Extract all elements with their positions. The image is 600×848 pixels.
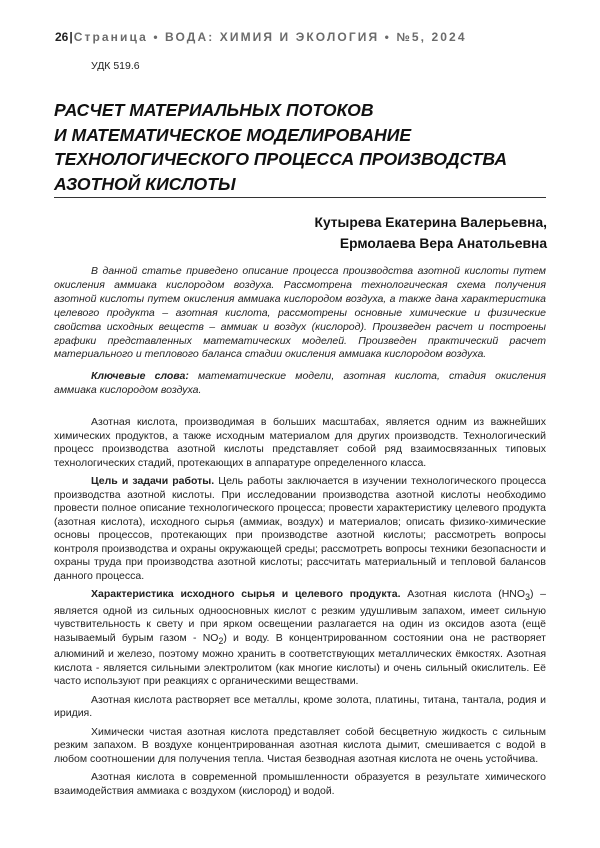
- article-body: [54, 416, 546, 803]
- body-paragraph: Азотная кислота в современной промышленности образуется в результате химического взаимодействия аммиака с воздухом (кислород) и водой.: [54, 771, 546, 797]
- author-name: Кутырева Екатерина Валерьевна,: [314, 215, 547, 230]
- keywords-label: Ключевые слова:: [91, 370, 189, 382]
- body-paragraph: [54, 475, 546, 583]
- body-paragraph: Азотная кислота растворяет все металлы, кроме золота, платины, титана, тантала, родия и иридия.: [54, 693, 546, 720]
- subscript: 3: [525, 592, 530, 603]
- page-number: 26: [55, 30, 69, 44]
- running-head-separator: |: [69, 30, 73, 44]
- subscript: 2: [218, 635, 224, 646]
- section-heading-characteristics: Характеристика исходного сырья и целевого продукта.: [91, 588, 401, 600]
- keywords: [54, 370, 546, 398]
- body-paragraph: Азотная кислота, производимая в больших масштабах, является одним из важнейших химических продуктов, а также исходным материалом для других производств. Технологический процесс производства азотной кислоты представляет собой ряд взаимосвязанных типовых технологических стадий, протекающих в аппаратуре определенного класса.: [54, 416, 546, 469]
- running-head: [55, 30, 555, 44]
- abstract: В данной статье приведено описание процесса производства азотной кислоты путем окисления аммиака кислородом воздуха. Рассмотрена технологическая схема получения азотной кислоты путем окисления аммиака кислородом воздуха, а также дана характеристика целевого продукта – азотная кислота, рассмотрены основные химические и физические свойства исходных веществ – аммиак и воздух (кислород). Произведен расчет и построены графики представленных математических моделей. Произведен практический расчет материального и теплового баланса стадии окисления аммиака кислородом воздуха.: [54, 265, 546, 361]
- article-title: [54, 98, 524, 196]
- paragraph-text: Азотная кислота (HNO: [400, 588, 526, 600]
- title-line: И МАТЕМАТИЧЕСКОЕ МОДЕЛИРОВАНИЕ: [54, 124, 412, 145]
- udk-code: УДК 519.6: [91, 60, 140, 72]
- title-divider: [54, 197, 546, 198]
- body-paragraph: [54, 588, 546, 689]
- author-name: Ермолаева Вера Анатольевна: [339, 236, 547, 251]
- title-line: АЗОТНОЙ КИСЛОТЫ: [54, 173, 236, 194]
- keywords-text: математические модели, азотная кислота, стадия окисления аммиака кислородом воздуха.: [54, 370, 546, 396]
- running-head-journal: Страница • ВОДА: ХИМИЯ И ЭКОЛОГИЯ • №5, 2024: [73, 30, 467, 44]
- paragraph-text: Цель работы заключается в изучении технологического процесса производства азотной кислоты. При исследовании производства азотной кислоты необходимо провести полное описание технологического процесса; провести характеристику целевого продукта (азотная кислота), исходного сырья (аммиак, воздух) и материалов; описать физико-химические основы процессов, протекающих при производстве азотной кислоты; рассмотреть вопросы контроля производства и охраны окружающей среды; рассмотреть вопросы техники безопасности и охраны труда при производства азотной кислоты; рассчитать материальный и тепловой балансов данного процесса.: [54, 475, 546, 582]
- title-line: РАСЧЕТ МАТЕРИАЛЬНЫХ ПОТОКОВ: [54, 100, 374, 120]
- section-heading-goals: Цель и задачи работы.: [91, 475, 215, 487]
- paragraph-text: ) – является одной из сильных одноосновных кислот с резким удушливым запахом, имеет сильную чувствительность к свету и при ярком освещении разлагается на один из оксидов азота (ещё называемый бурым газом - NO: [54, 588, 546, 644]
- title-line: ТЕХНОЛОГИЧЕСКОГО ПРОЦЕССА ПРОИЗВОДСТВА: [54, 149, 508, 169]
- authors: [147, 212, 547, 254]
- body-paragraph: Химически чистая азотная кислота представляет собой бесцветную жидкость с сильным резким запахом. В воздухе концентрированная азотная кислота дымит, смешивается с водой в любом соотношении для получения тепла. Чистая безводная азотная кислота не очень устойчива.: [54, 725, 546, 765]
- paragraph-text: ) и воду. В концентрированном состоянии она не растворяет алюминий и железо, поэтому можно хранить в соответствующих металлических ёмкостях. Азотная кислота - является сильными электролитом (как многие кислоты) и очень сильный окислитель. Её часто используют при реакциях с органическими веществами.: [54, 631, 546, 688]
